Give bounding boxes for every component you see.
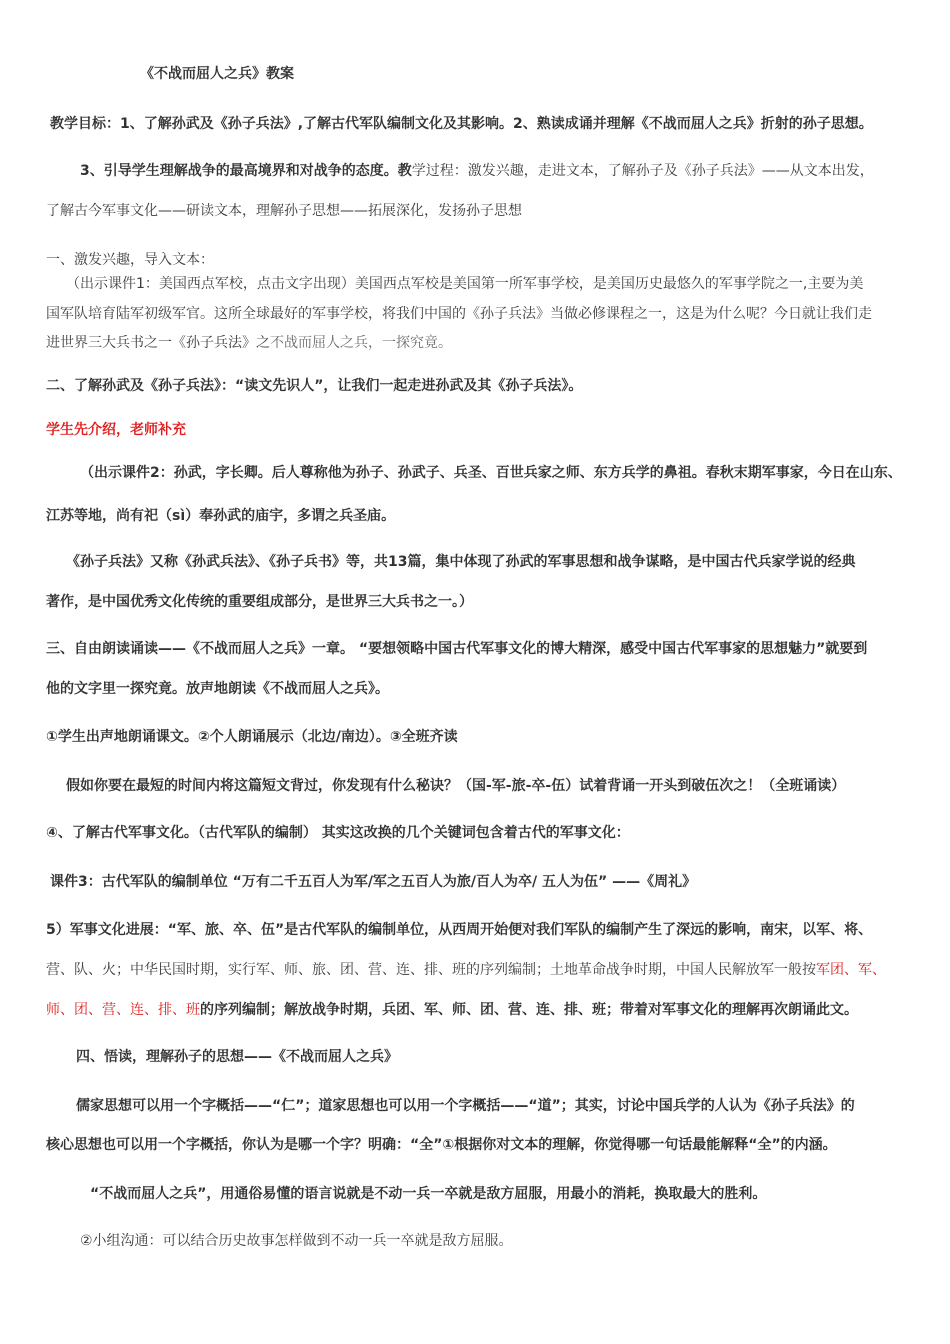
section-2-paragraph-line: 江苏等地，尚有祀（sì）奉孙武的庙宇，多谓之兵圣庙。 (46, 508, 396, 524)
section-5-paragraph-line (46, 960, 886, 980)
section-2-red-note: 学生先介绍，老师补充 (46, 422, 186, 438)
section-2-paragraph-line: 《孙子兵法》又称《孙武兵法》、《孙子兵书》等，共13篇，集中体现了孙武的军事思想和战争谋略，是中国古代兵家学说的经典 (66, 554, 856, 570)
section-2-title: 二、了解孙武及《孙子兵法》：“读文先识人”，让我们一起走进孙武及其《孙子兵法》。 (46, 378, 583, 394)
section-3-paragraph-line: 他的文字里一探究竟。放声地朗读《不战而屈人之兵》。 (46, 681, 389, 697)
section-5-red-text: 师、团、营、连、排、班 (46, 1002, 200, 1018)
section-3-paragraph-line: 假如你要在最短的时间内将这篇短文背过，你发现有什么秘诀？（国-军-旅-卒-伍）试着背诵一开头到破伍次之！（全班诵读） (66, 778, 846, 794)
section-4-paragraph-line: 儒家思想可以用一个字概括——“仁”；道家思想也可以用一个字概括——“道”；其实，讨论中国兵学的人认为《孙子兵法》的 (76, 1098, 855, 1114)
section-1-paragraph-line (46, 333, 452, 353)
section-3-paragraph-line: 三、自由朗读诵读——《不战而屈人之兵》一章。 “要想领略中国古代军事文化的博大精深，感受中国古代军事家的思想魅力”就要到 (46, 641, 868, 657)
document-title: 《不战而屈人之兵》教案 (140, 66, 294, 82)
section-2-paragraph-line: 著作，是中国优秀文化传统的重要组成部分，是世界三大兵书之一。） (46, 594, 473, 610)
teaching-process-cont: 了解古今军事文化——研读文本，理解孙子思想——拓展深化，发扬孙子思想 (46, 203, 522, 219)
section-5-text: 的序列编制；解放战争时期，兵团、军、师、团、营、连、排、班；带着对军事文化的理解再次朗诵此文。 (200, 1002, 858, 1018)
section-1-title: 一、激发兴趣，导入文本： (46, 252, 214, 268)
section-4-paragraph-line: 核心思想也可以用一个字概括，你认为是哪一个字？明确：“全”①根据你对文本的理解，你觉得哪一句话最能解释“全”的内涵。 (46, 1137, 837, 1153)
section-5-paragraph-line: 5）军事文化进展：“军、旅、卒、伍”是古代军队的编制单位，从西周开始便对我们军队的编制产生了深远的影响，南宋，以军、将、 (46, 922, 873, 938)
section-1-text-gray: 不战而屈人之兵，一探究竟。 (270, 335, 452, 351)
section-4-paragraph-line: ②小组沟通：可以结合历史故事怎样做到不动一兵一卒就是敌方屈服。 (80, 1233, 513, 1249)
section-2-paragraph-line: （出示课件2：孙武，字长卿。后人尊称他为孙子、孙武子、兵圣、百世兵家之师、东方兵学的鼻祖。春秋末期军事家，今日在山东、 (80, 465, 902, 481)
section-5-text: 营、队、火；中华民国时期，实行军、师、旅、团、营、连、排、班的序列编制；土地革命战争时期，中国人民解放军一般按 (46, 962, 816, 978)
section-4-paragraph-line: “不战而屈人之兵”，用通俗易懂的语言说就是不动一兵一卒就是敌方屈服，用最小的消耗，换取最大的胜利。 (90, 1186, 767, 1202)
teaching-goal-3 (80, 161, 874, 181)
section-1-paragraph-line: （出示课件1：美国西点军校，点击文字出现）美国西点军校是美国第一所军事学校，是美国历史最悠久的军事学院之一,主要为美 (66, 276, 864, 292)
teaching-process-start: 学过程：激发兴趣，走进文本，了解孙子及《孙子兵法》——从文本出发， (411, 163, 874, 179)
section-5-paragraph-line (46, 1000, 858, 1020)
section-1-text: 进世界三大兵书之一《孙子兵法》之 (46, 335, 270, 351)
teaching-goal-3-bold: 3、引导学生理解战争的最高境界和对战争的态度。教 (80, 163, 412, 179)
courseware-3-line: 课件3：古代军队的编制单位 “万有二千五百人为军/军之五百人为旅/百人为卒/ 五人为伍” ——《周礼》 (50, 874, 697, 890)
section-3-paragraph-line: ①学生出声地朗诵课文。②个人朗诵展示（北边/南边）。③全班齐读 (46, 729, 458, 745)
teaching-goal-1: 教学目标：1、了解孙武及《孙子兵法》,了解古代军队编制文化及其影响。2、熟读成诵并理解《不战而屈人之兵》折射的孙子思想。 (50, 116, 873, 132)
section-4-title: 四、悟读，理解孙子的思想——《不战而屈人之兵》 (76, 1049, 398, 1065)
section-3-paragraph-line: ④、了解古代军事文化。（古代军队的编制） 其实这改换的几个关键词包含着古代的军事文化： (46, 825, 630, 841)
section-1-paragraph-line: 国军队培育陆军初级军官。这所全球最好的军事学校，将我们中国的《孙子兵法》当做必修课程之一，这是为什么呢？今日就让我们走 (46, 306, 872, 322)
section-5-red-text: 军团、军、 (816, 962, 886, 978)
